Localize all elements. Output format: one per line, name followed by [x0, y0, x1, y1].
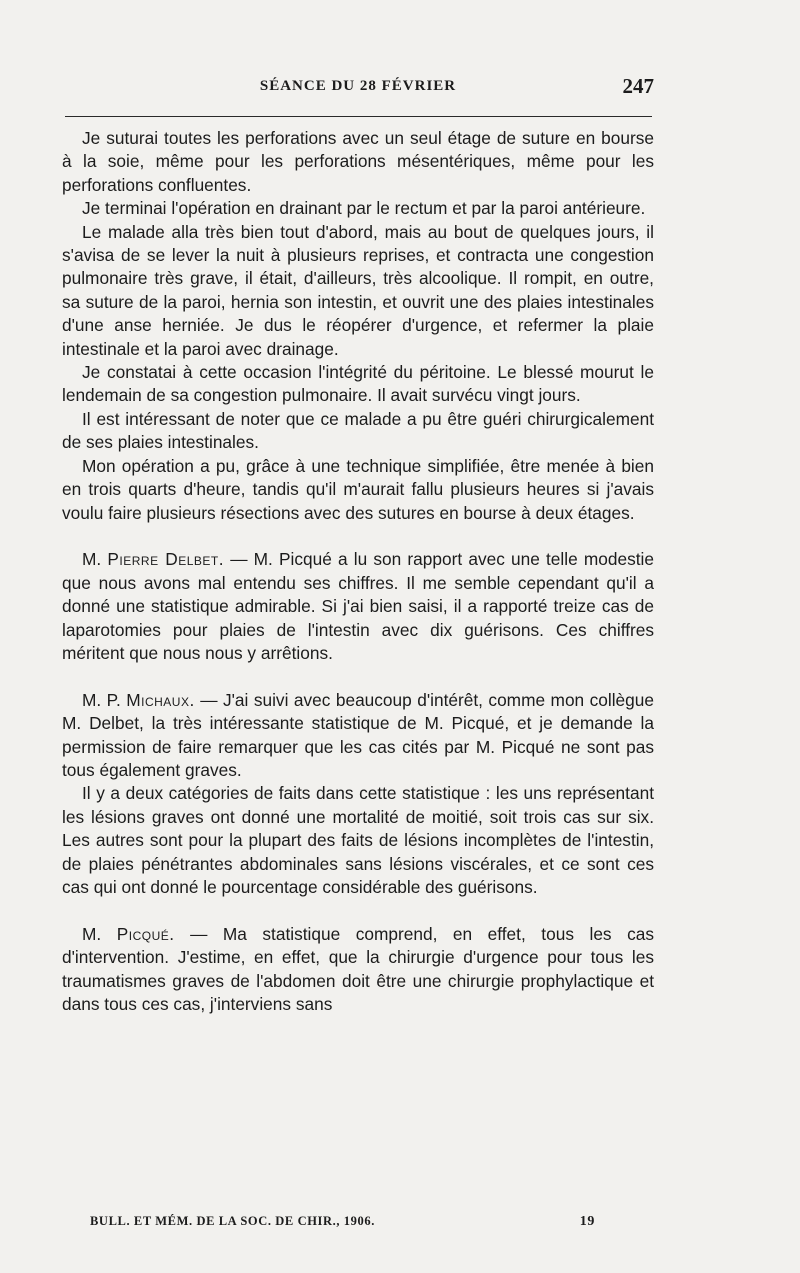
- page-footer: [90, 1214, 595, 1234]
- paragraph-1: Je suturai toutes les perforations avec un seul étage de suture en bourse à la soie, même pour les perforations mésentériques, même pour les perforations confluentes.: [62, 128, 654, 195]
- paragraph-michaux: [62, 689, 654, 783]
- speaker-name: Pierre Delbet.: [107, 549, 225, 570]
- speech-text: — J'ai suivi avec beaucoup d'intérêt, comme mon collègue M. Delbet, la très intéressante statistique de M. Picqué, et je demande la permission de faire remarquer que les cas cités par M. Picqué ne sont pas tous également graves.: [62, 689, 655, 780]
- speaker-name: Michaux.: [126, 689, 195, 710]
- speaker-prefix: M.: [82, 923, 117, 944]
- page-number: 247: [622, 74, 654, 98]
- paragraph-4: Je constatai à cette occasion l'intégrité du péritoine. Le blessé mourut le lendemain de sa congestion pulmonaire. Il avait survécu vingt jours.: [62, 362, 654, 406]
- paragraph-2: Je terminai l'opération en drainant par le rectum et par la paroi antérieure.: [82, 198, 646, 219]
- paragraph-5: Il est intéressant de noter que ce malade a pu être guéri chirurgicalement de ses plaies intestinales.: [62, 408, 654, 453]
- paragraph-6: Mon opération a pu, grâce à une technique simplifiée, être menée à bien en trois quarts d'heure, tandis qu'il m'aurait fallu plusieurs heures si j'avais voulu faire plusieurs résections avec des sutures en bourse à deux étages.: [62, 455, 654, 523]
- header-rule: [65, 116, 652, 117]
- speech-text: — M. Picqué a lu son rapport avec une telle modestie que nous avons mal entendu ses chiffres. Il me semble cependant qu'il a donné une statistique admirable. Si j'ai bien saisi, il a rapporté treize cas de laparotomies pour plaies de l'intestin avec dix guérisons. Ces chiffres méritent que nous nous y arrêtions.: [62, 549, 654, 663]
- speech-text: — Ma statistique comprend, en effet, tous les cas d'intervention. J'estime, en effet, que la chirurgie d'urgence pour tous les traumatismes graves de l'abdomen doit être une chirurgie prophylactique et dans tous ces cas, j'interviens sans: [62, 923, 654, 1014]
- footer-citation: BULL. ET MÉM. DE LA SOC. DE CHIR., 1906.: [90, 1214, 375, 1228]
- paragraph-delbet: [62, 548, 654, 665]
- speaker-name: Picqué.: [116, 923, 175, 944]
- paragraph-3: Le malade alla très bien tout d'abord, mais au bout de quelques jours, il s'avisa de se lever la nuit à plusieurs reprises, et contracta une congestion pulmonaire très grave, il était, d'ailleurs, très alcoolique. Il rompit, en outre, sa suture de la paroi, hernia son intestin, et ouvrit une des plaies intestinales d'une anse herniée. Je dus le réopérer d'urgence, et refermer la plaie intestinale et la paroi avec drainage.: [62, 221, 654, 359]
- speaker-prefix: M. P.: [82, 689, 127, 710]
- speaker-prefix: M.: [82, 549, 108, 570]
- running-header: [62, 74, 654, 104]
- paragraph-picque: [62, 923, 654, 1017]
- header-title: SÉANCE DU 28 FÉVRIER: [259, 78, 457, 94]
- paragraph-michaux-2: Il y a deux catégories de faits dans cette statistique : les uns représentant les lésions graves ont donné une mortalité de moitié, soit trois cas sur six. Les autres sont pour la plupart des faits de lésions incomplètes de l'intestin, de plaies pénétrantes abdominales sans lésions viscérales, et ce sont ces cas qui ont donné le pourcentage considérable des guérisons.: [62, 783, 654, 897]
- body-text: [62, 127, 654, 1016]
- footer-signature: 19: [579, 1214, 595, 1229]
